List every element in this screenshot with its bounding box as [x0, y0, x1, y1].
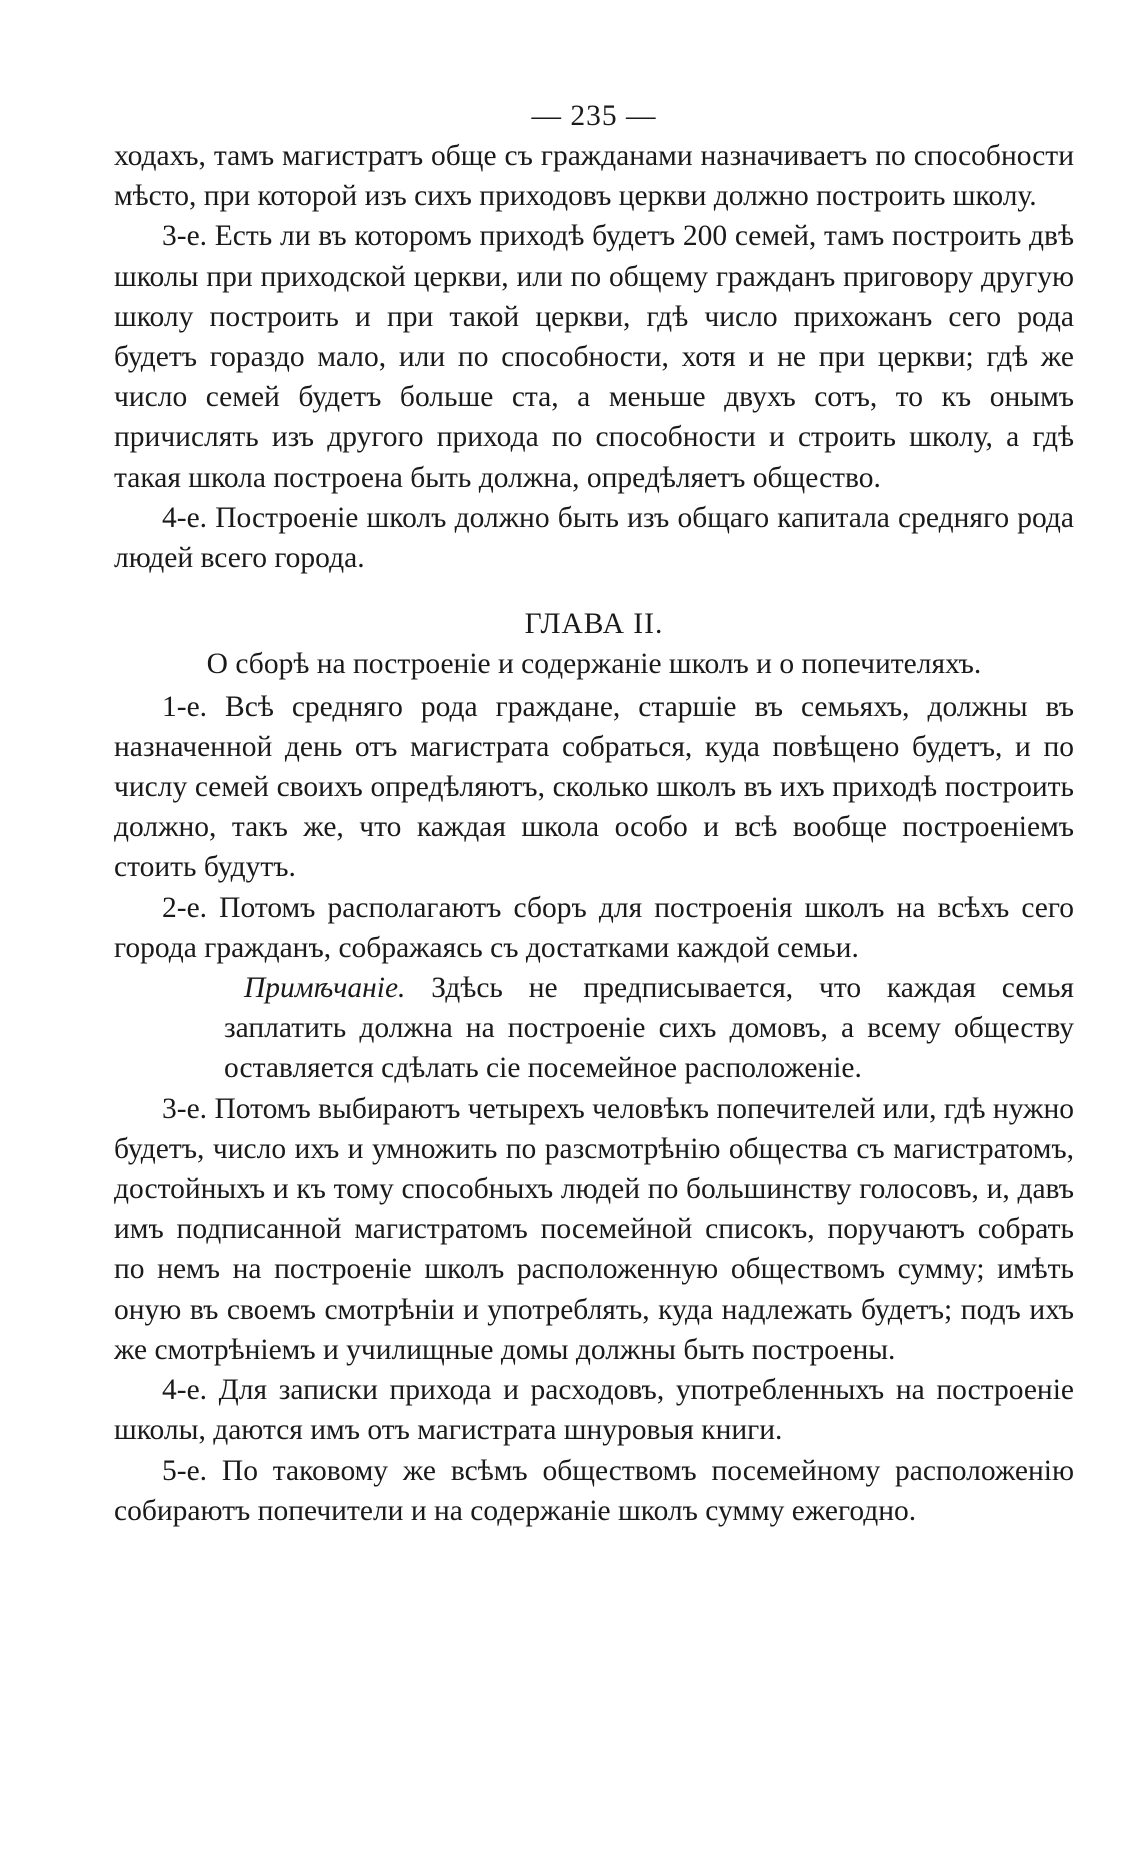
- chapter-paragraph-3: 3-е. Потомъ выбираютъ четырехъ человѣкъ попечителей или, гдѣ нужно будетъ, число ихъ и умножить по разсмотрѣнію общества съ магистратомъ, достойныхъ и къ тому способныхъ людей по большинству голосовъ, и, давъ имъ подписанной магистратомъ посемейной списокъ, поручаютъ собрать по немъ на построеніе школъ расположенную обществомъ сумму; имѣть оную въ своемъ смотрѣніи и употреблять, куда надлежать будетъ; подъ ихъ же смотрѣніемъ и училищные домы должны быть построены.: [114, 1092, 1074, 1366]
- chapter-paragraph-1: 1-е. Всѣ средняго рода граждане, старшіе въ семьяхъ, должны въ назначенной день отъ магистрата собраться, куда повѣщено будетъ, и по числу семей своихъ опредѣляютъ, сколько школъ въ ихъ приходѣ построить должно, такъ же, что каждая школа особо и всѣ вообще построеніемъ стоить будутъ.: [114, 690, 1074, 884]
- paragraph-3: 3-е. Есть ли въ которомъ приходѣ будетъ 200 семей, тамъ построить двѣ школы при приходской церкви, или по общему гражданъ приговору другую школу построить и при такой церкви, гдѣ число прихожанъ сего рода будетъ гораздо мало, или по способности, хотя и не при церкви; гдѣ же число семей будетъ больше ста, а меньше двухъ сотъ, то къ онымъ причислять изъ другого прихода по способности и строить школу, а гдѣ такая школа построена быть должна, опредѣляетъ общество.: [114, 220, 1074, 494]
- chapter-paragraph-2: 2-е. Потомъ располагаютъ сборъ для построенія школъ на всѣхъ сего города гражданъ, сображаясь съ достатками каждой семьи.: [114, 891, 1074, 964]
- chapter-title: ГЛАВА II.: [524, 608, 664, 641]
- chapter-paragraph-4: 4-е. Для записки прихода и расходовъ, употребленныхъ на построеніе школы, даются имъ отъ магистрата шнуровыя книги.: [114, 1374, 1074, 1447]
- chapter-paragraph-5: 5-е. По таковому же всѣмъ обществомъ посемейному расположенію собираютъ попечители и на содержаніе школъ сумму ежегодно.: [114, 1454, 1074, 1527]
- chapter-subtitle: О сборѣ на построеніе и содержаніе школъ и о попечителяхъ.: [206, 648, 982, 681]
- paragraph-4: 4-е. Построеніе школъ должно быть изъ общаго капитала средняго рода людей всего города.: [114, 501, 1074, 575]
- paragraph-continuation: ходахъ, тамъ магистратъ обще съ гражданами назначиваетъ по способности мѣсто, при которой изъ сихъ приходовъ церкви должно построить школу.: [114, 140, 1074, 213]
- note-text: Здѣсь не предписывается, что каждая семья заплатить должна на построеніе сихъ домовъ, а всему обществу оставляется сдѣлать сіе посемейное расположеніе.: [224, 972, 1074, 1085]
- note-paragraph: [224, 968, 1074, 1089]
- book-page: [114, 96, 1074, 1531]
- page-number: — 235 —: [531, 100, 657, 132]
- note-label: Примѣчаніе.: [244, 972, 406, 1005]
